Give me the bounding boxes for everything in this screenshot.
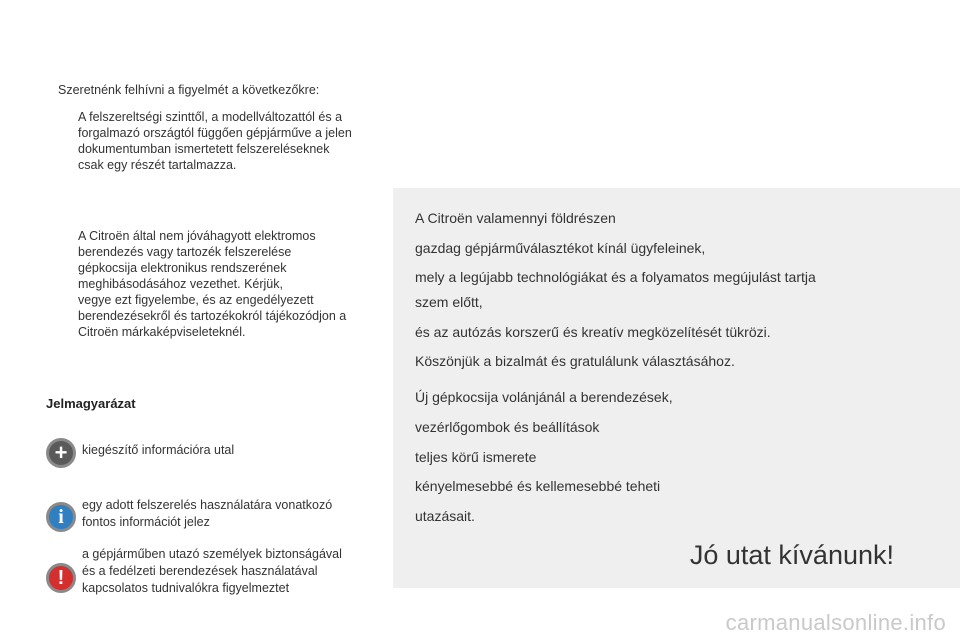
watermark-text[interactable]: carmanualsonline.info (725, 610, 946, 635)
legend-item-text: egy adott felszerelés használatára vonatkozó (82, 498, 333, 512)
welcome-line: Új gépkocsija volánjánál a berendezések, (415, 389, 673, 405)
electrical-warning-line: Citroën márkaképviseleteknél. (78, 325, 246, 339)
plus-icon: + (46, 438, 76, 468)
legend-title: Jelmagyarázat (46, 396, 136, 411)
welcome-line: Köszönjük a bizalmát és gratulálunk választásához. (415, 353, 735, 369)
equipment-notice-line: csak egy részét tartalmazza. (78, 158, 237, 172)
welcome-line: és az autózás korszerű és kreatív megközelítését tükrözi. (415, 324, 771, 340)
legend-item-text: kapcsolatos tudnivalókra figyelmeztet (82, 581, 290, 595)
equipment-notice-line: forgalmazó országtól függően gépjárműve a jelen (78, 126, 352, 140)
welcome-line: kényelmesebbé és kellemesebbé teheti (415, 478, 661, 494)
intro-text: Szeretnénk felhívni a figyelmét a következőkre: (58, 83, 320, 97)
electrical-warning-line: A Citroën által nem jóváhagyott elektromos (78, 229, 316, 243)
electrical-warning-line: berendezésekről és tartozékokról tájékozódjon a (78, 309, 347, 323)
legend-item-text: fontos információt jelez (82, 515, 210, 529)
welcome-line: teljes körű ismerete (415, 449, 537, 465)
legend-item-warning (82, 546, 342, 597)
welcome-line: A Citroën valamennyi földrészen (415, 210, 616, 226)
warning-icon: ! (46, 563, 76, 593)
welcome-line: vezérlőgombok és beállítások (415, 419, 600, 435)
electrical-warning (78, 228, 388, 340)
info-icon: i (46, 502, 76, 532)
welcome-panel (393, 188, 960, 588)
equipment-notice-line: A felszereltségi szinttől, a modellváltozattól és a (78, 110, 343, 124)
electrical-warning-line: vegye ezt figyelembe, és az engedélyezett (78, 293, 314, 307)
legend-item-plus (82, 442, 234, 459)
legend-item-text: a gépjárműben utazó személyek biztonságával (82, 547, 342, 561)
welcome-line: szem előtt, (415, 294, 483, 310)
equipment-notice (78, 109, 388, 173)
electrical-warning-line: meghibásodásához vezethet. Kérjük, (78, 277, 283, 291)
legend-item-info (82, 497, 332, 531)
equipment-notice-line: dokumentumban ismertetett felszereléseknek (78, 142, 330, 156)
welcome-line: mely a legújabb technológiákat és a folyamatos megújulást tartja (415, 269, 816, 285)
legend-item-text: és a fedélzeti berendezések használatával (82, 564, 318, 578)
electrical-warning-line: gépkocsija elektronikus rendszerének (78, 261, 287, 275)
electrical-warning-line: berendezés vagy tartozék felszerelése (78, 245, 292, 259)
legend-item-text: kiegészítő információra utal (82, 443, 235, 457)
welcome-line: utazásait. (415, 508, 475, 524)
closing-greeting: Jó utat kívánunk! (689, 540, 894, 570)
welcome-line: gazdag gépjárműválasztékot kínál ügyfeleinek, (415, 240, 706, 256)
